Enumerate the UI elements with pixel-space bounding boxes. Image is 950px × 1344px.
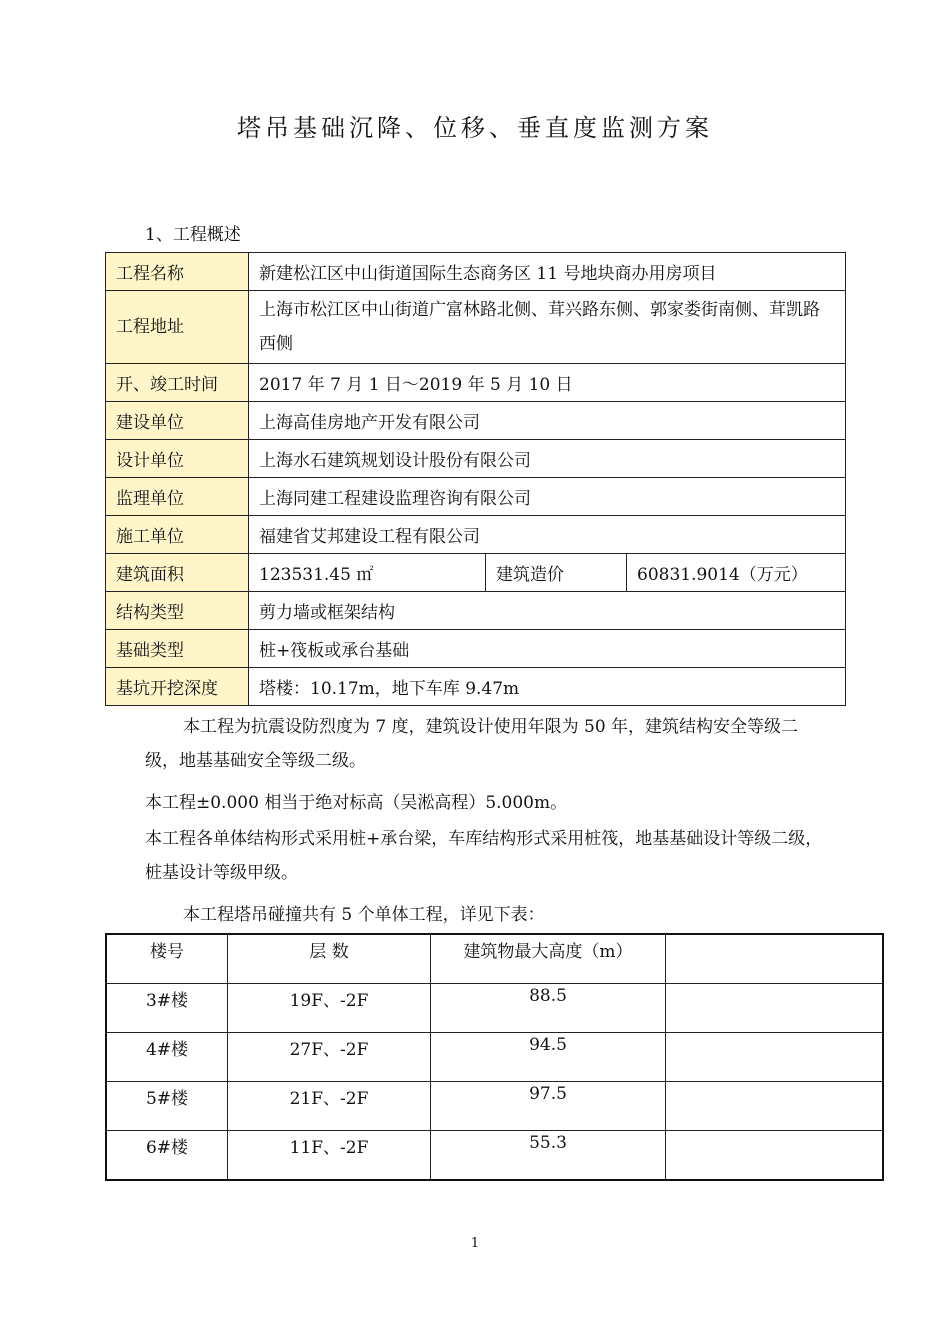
header-height: 建筑物最大高度（m） [431,934,666,984]
header-blank [666,934,884,984]
construction-value: 福建省艾邦建设工程有限公司 [249,516,846,554]
foundation-label: 基础类型 [106,630,249,668]
buildings-table [105,933,884,1181]
table-row [106,554,846,592]
paragraph-elevation: 本工程±0.000 相当于绝对标高（吴淞高程）5.000m。 [145,793,568,813]
floors-cell: 19F、-2F [228,984,431,1033]
structure-value: 剪力墙或框架结构 [249,592,846,630]
building-cell: 5#楼 [106,1082,228,1131]
project-name-label: 工程名称 [106,253,249,291]
paragraph-structure: 本工程各单体结构形式采用桩+承台梁，车库结构形式采用桩筏，地基基础设计等级二级，桩基设计等级甲级。 [145,829,823,883]
depth-label: 基坑开挖深度 [106,668,249,706]
cost-label: 建筑造价 [486,554,627,592]
table-row [106,364,846,402]
building-cell: 6#楼 [106,1131,228,1181]
floors-cell: 21F、-2F [228,1082,431,1131]
design-value: 上海水石建筑规划设计股份有限公司 [249,440,846,478]
time-label: 开、竣工时间 [106,364,249,402]
table-row [106,984,883,1033]
page-number: 1 [470,1236,480,1251]
section-heading: 1、工程概述 [145,225,241,245]
table-row [106,630,846,668]
blank-cell [666,1131,884,1181]
paragraph-seismic: 本工程为抗震设防烈度为 7 度，建筑设计使用年限为 50 年，建筑结构安全等级二级，地基基础安全等级二级。 [145,717,799,771]
table-row [106,592,846,630]
area-label: 建筑面积 [106,554,249,592]
supervision-value: 上海同建工程建设监理咨询有限公司 [249,478,846,516]
address-value: 上海市松江区中山街道广富林路北侧、茸兴路东侧、郭家娄街南侧、茸凯路西侧 [249,291,846,364]
owner-label: 建设单位 [106,402,249,440]
table-row [106,402,846,440]
floors-cell: 11F、-2F [228,1131,431,1181]
area-value: 123531.45 ㎡ [249,554,486,592]
foundation-value: 桩+筏板或承台基础 [249,630,846,668]
table-row [106,478,846,516]
table-row [106,1082,883,1131]
building-cell: 3#楼 [106,984,228,1033]
blank-cell [666,1082,884,1131]
height-cell: 55.3 [431,1131,666,1181]
page-title: 塔吊基础沉降、位移、垂直度监测方案 [237,114,713,142]
header-floors: 层 数 [228,934,431,984]
paragraph-crane: 本工程塔吊碰撞共有 5 个单体工程，详见下表： [183,905,545,925]
depth-value: 塔楼：10.17m，地下车库 9.47m [249,668,846,706]
header-building: 楼号 [106,934,228,984]
blank-cell [666,1033,884,1082]
address-label: 工程地址 [106,291,249,364]
height-cell: 97.5 [431,1082,666,1131]
table-row [106,1131,883,1181]
table-row [106,253,846,291]
building-cell: 4#楼 [106,1033,228,1082]
project-name-value: 新建松江区中山街道国际生态商务区 11 号地块商办用房项目 [249,253,846,291]
owner-value: 上海高佳房地产开发有限公司 [249,402,846,440]
project-overview-table [105,252,846,706]
supervision-label: 监理单位 [106,478,249,516]
height-cell: 88.5 [431,984,666,1033]
table-row [106,1033,883,1082]
table-row [106,516,846,554]
design-label: 设计单位 [106,440,249,478]
table-header-row [106,934,883,984]
construction-label: 施工单位 [106,516,249,554]
blank-cell [666,984,884,1033]
cost-value: 60831.9014（万元） [627,554,846,592]
table-row [106,291,846,364]
height-cell: 94.5 [431,1033,666,1082]
structure-label: 结构类型 [106,592,249,630]
time-value: 2017 年 7 月 1 日～2019 年 5 月 10 日 [249,364,846,402]
floors-cell: 27F、-2F [228,1033,431,1082]
table-row [106,668,846,706]
table-row [106,440,846,478]
